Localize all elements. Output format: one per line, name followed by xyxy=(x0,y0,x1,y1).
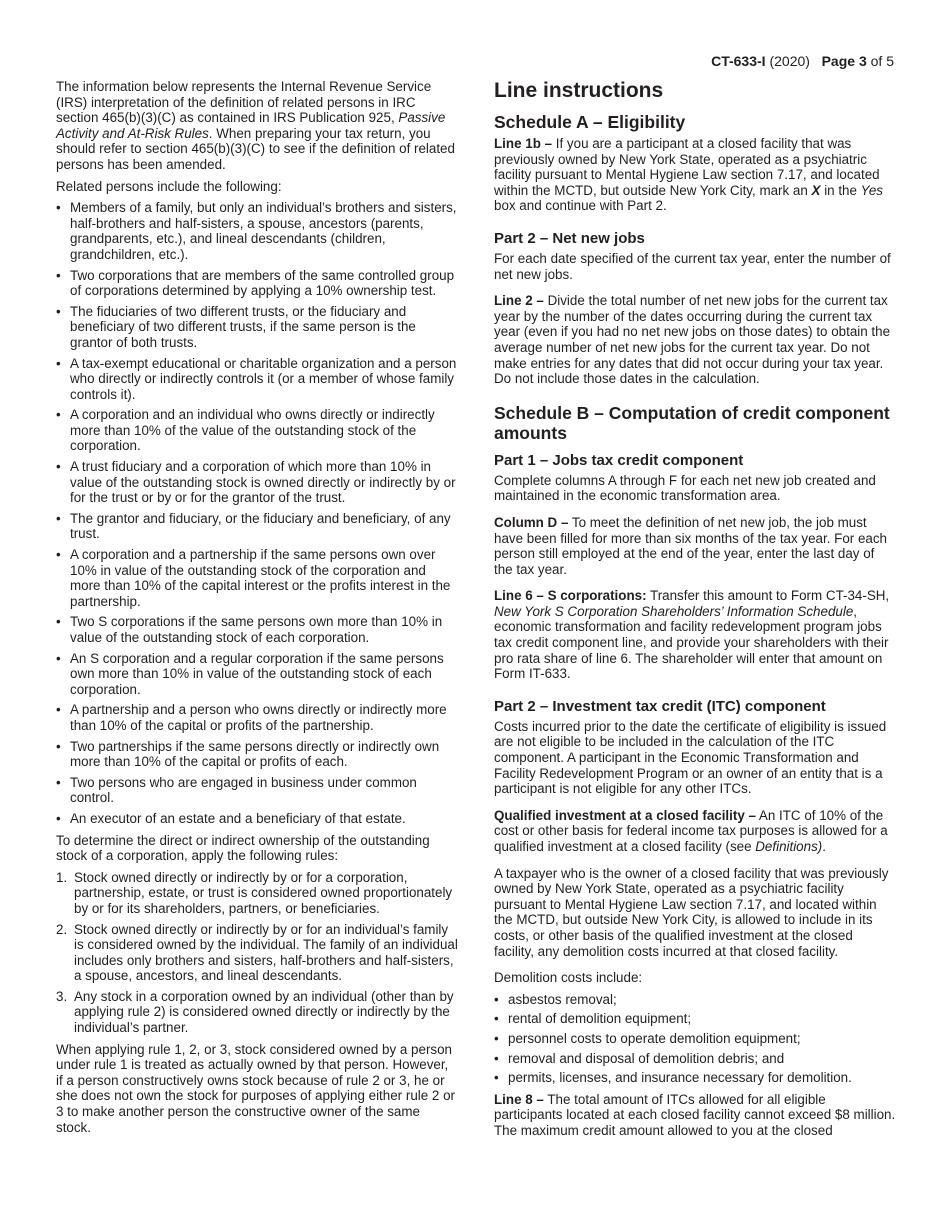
related-person-item: • Two partnerships if the same persons directly or indirectly own more than 10% of the capital or profits of each. xyxy=(56,739,458,770)
line-6-label: Line 6 – S corporations: xyxy=(494,588,647,604)
line-1b-text-3: box and continue with Part 2. xyxy=(494,198,667,214)
rule-number: 2. xyxy=(56,921,68,937)
line-1b-text-2: in the xyxy=(820,182,861,198)
ownership-rule xyxy=(56,870,458,917)
intro-paragraph xyxy=(56,79,458,173)
demolition-cost-item: • rental of demolition equipment; xyxy=(494,1011,896,1027)
line-6-paragraph xyxy=(494,588,896,682)
related-person-item: • A tax-exempt educational or charitable organization and a person who directly or indirectly controls it (or a member of whose family controls it). xyxy=(56,356,458,403)
part-2-itc-text: Costs incurred prior to the date the certificate of eligibility is issued are not eligible to be included in the calculation of the ITC component. A participant in the Economic Transformation and Facility Redevelopment Program or an owner of an entity that is a participant is not eligible for any other ITCs. xyxy=(494,718,887,797)
related-person-item: • A partnership and a person who owns directly or indirectly more than 10% of the capital or profits of the partnership. xyxy=(56,702,458,733)
line-1b-paragraph xyxy=(494,136,896,214)
definitions-ref: Definitions) xyxy=(755,839,823,854)
schedule-a-heading: Schedule A – Eligibility xyxy=(494,112,686,132)
related-person-item: • A trust fiduciary and a corporation of which more than 10% in value of the outstanding stock is owned directly or indirectly by or for the trust or by or for the grantor of the trust. xyxy=(56,459,458,506)
x-mark: X xyxy=(811,182,821,198)
ownership-intro: To determine the direct or indirect ownership of the outstanding stock of a corporation, apply the following rules: xyxy=(56,832,430,864)
line-2-label: Line 2 – xyxy=(494,293,544,309)
taxpayer-paragraph: A taxpayer who is the owner of a closed facility that was previously owned by New York State, operated as a psychiatric facility pursuant to Mental Hygiene Law section 7.17, and located within the MCTD, but outside New York City, is allowed to include in its costs, or other basis of the qualified investment at the closed facility, any demolition costs incurred at that closed facility. xyxy=(494,865,889,959)
part-2-heading: Part 2 – Net new jobs xyxy=(494,229,645,247)
related-person-item: • An S corporation and a regular corporation if the same persons own more than 10% in value of the outstanding stock of each corporation. xyxy=(56,651,458,698)
rule-number: 3. xyxy=(56,988,68,1004)
related-person-item: • Members of a family, but only an individual’s brothers and sisters, half-brothers and half-sisters, a spouse, ancestors (parents, grandparents, etc.), and lineal descendants (children, grandchildren, etc.). xyxy=(56,200,458,262)
line-2-text: Divide the total number of net new jobs for the current tax year by the number of the dates occurring during the current tax year (even if you had no net new jobs on those dates) to obtain the average number of net new jobs for the current tax year. Do not make entries for any dates that did not occur during your tax year. Do not include those dates in the calculation. xyxy=(494,293,891,387)
right-column xyxy=(494,79,896,1145)
ownership-rules-list xyxy=(56,870,458,1036)
related-persons-intro: Related persons include the following: xyxy=(56,178,282,194)
ownership-rule xyxy=(56,989,458,1036)
yes-word: Yes xyxy=(860,182,884,198)
page-header xyxy=(711,53,894,69)
page-number: 3 xyxy=(858,53,867,69)
line-6-text: Transfer this amount to Form CT-34-SH, xyxy=(646,588,890,604)
related-person-item: • The fiduciaries of two different trusts, or the fiduciary and beneficiary of two different trusts, if the same person is the grantor of both trusts. xyxy=(56,304,458,351)
related-person-item: • A corporation and an individual who owns directly or indirectly more than 10% of the value of the outstanding stock of the corporation. xyxy=(56,407,458,454)
rule-text: Stock owned directly or indirectly by or for a corporation, partnership, estate, or trust is considered owned proportionately by or for its shareholders, partners, or beneficiaries. xyxy=(74,869,453,916)
related-persons-list xyxy=(56,200,458,826)
line-1b-label: Line 1b – xyxy=(494,136,553,151)
line-8-text: The total amount of ITCs allowed for all eligible participants located at each closed facility cannot exceed $8 million. The maximum credit amount allowed to you at the closed xyxy=(494,1091,896,1138)
ownership-rule xyxy=(56,922,458,984)
demolition-cost-item: • permits, licenses, and insurance necessary for demolition. xyxy=(494,1070,896,1086)
related-person-item: • An executor of an estate and a beneficiary of that estate. xyxy=(56,811,458,827)
demolition-intro: Demolition costs include: xyxy=(494,970,643,986)
qualified-investment-label: Qualified investment at a closed facility – xyxy=(494,807,756,823)
schedule-b-heading: Schedule B – Computation of credit component amounts xyxy=(494,402,890,443)
line-6-text-2: , economic transformation and facility redevelopment program jobs tax credit component line, and provide your shareholders with their pro rata share of line 6. The shareholder will enter that amount on Form IT-633. xyxy=(494,603,889,682)
qualified-investment-text: An ITC of 10% of the cost or other basis for federal income tax purposes is allowed for a qualified investment at a closed facility (see xyxy=(494,807,888,854)
page-label: Page xyxy=(821,53,856,69)
related-person-item: • The grantor and fiduciary, or the fiduciary and beneficiary, of any trust. xyxy=(56,511,458,542)
qualified-investment-end: . xyxy=(822,839,826,854)
intro-text-end: . When preparing your tax return, you should refer to section 465(b)(3)(C) to see if the definition of related persons has been amended. xyxy=(56,125,455,172)
intro-text: The information below represents the Internal Revenue Service (IRS) interpretation of the definition of related persons in IRC section 465(b)(3)(C) as contained in IRS Publication 925, xyxy=(56,79,432,126)
closing-paragraph: When applying rule 1, 2, or 3, stock considered owned by a person under rule 1 is treated as actually owned by that person. However, if a person constructively owns stock because of rule 2 or 3, he or she does not own the stock for purposes of applying either rule 2 or 3 to make another person the constructive owner of the same stock. xyxy=(56,1041,455,1135)
form-number: CT-633-I xyxy=(711,53,766,69)
left-column xyxy=(56,79,458,1141)
related-person-item: • Two corporations that are members of the same controlled group of corporations determined by applying a 10% ownership test. xyxy=(56,268,458,299)
demolition-costs-list xyxy=(494,992,896,1086)
demolition-cost-item: • personnel costs to operate demolition equipment; xyxy=(494,1031,896,1047)
part-2-itc-heading: Part 2 – Investment tax credit (ITC) component xyxy=(494,697,826,715)
schedule-title: New York S Corporation Shareholders’ Information Schedule xyxy=(494,603,854,619)
rule-number: 1. xyxy=(56,869,68,885)
demolition-cost-item: • asbestos removal; xyxy=(494,992,896,1008)
line-1b-text: If you are a participant at a closed facility that was previously owned by New York State, operated as a psychiatric facility pursuant to Mental Hygiene Law section 7.17, and located within the MCTD, but outside New York City, mark an xyxy=(494,136,880,198)
section-title: Line instructions xyxy=(494,79,664,102)
publication-title: Passive Activity and At-Risk Rules xyxy=(56,110,446,141)
rule-text: Any stock in a corporation owned by an individual (other than by applying rule 2) is considered owned directly or indirectly by the individual’s partner. xyxy=(74,988,454,1036)
column-d-label: Column D – xyxy=(494,514,569,530)
part-1-heading: Part 1 – Jobs tax credit component xyxy=(494,451,744,469)
column-d-paragraph xyxy=(494,515,896,577)
demolition-cost-item: • removal and disposal of demolition debris; and xyxy=(494,1051,896,1067)
line-2-paragraph xyxy=(494,293,896,387)
form-year: (2020) xyxy=(769,53,810,69)
part-2-text: For each date specified of the current tax year, enter the number of net new jobs. xyxy=(494,250,891,282)
column-d-text: To meet the definition of net new job, the job must have been filled for more than six months of the tax year. For each person still employed at the end of the year, enter the last day of the tax year. xyxy=(494,514,888,577)
related-person-item: • A corporation and a partnership if the same persons own over 10% in value of the outstanding stock of the corporation and more than 10% of the capital interest or the profits interest in the partnership. xyxy=(56,547,458,609)
line-8-label: Line 8 – xyxy=(494,1091,544,1107)
part-1-text: Complete columns A through F for each net new job created and maintained in the economic transformation area. xyxy=(494,472,876,504)
qualified-investment-paragraph xyxy=(494,808,896,855)
related-person-item: • Two S corporations if the same persons own more than 10% in value of the outstanding stock of each corporation. xyxy=(56,614,458,645)
line-8-paragraph xyxy=(494,1092,896,1139)
related-person-item: • Two persons who are engaged in business under common control. xyxy=(56,775,458,806)
rule-text: Stock owned directly or indirectly by or for an individual’s family is considered owned by the individual. The family of an individual includes only brothers and sisters, half-brothers and half-sisters, a spouse, ancestors, and lineal descendants. xyxy=(74,921,458,984)
page-of: of 5 xyxy=(870,53,894,69)
